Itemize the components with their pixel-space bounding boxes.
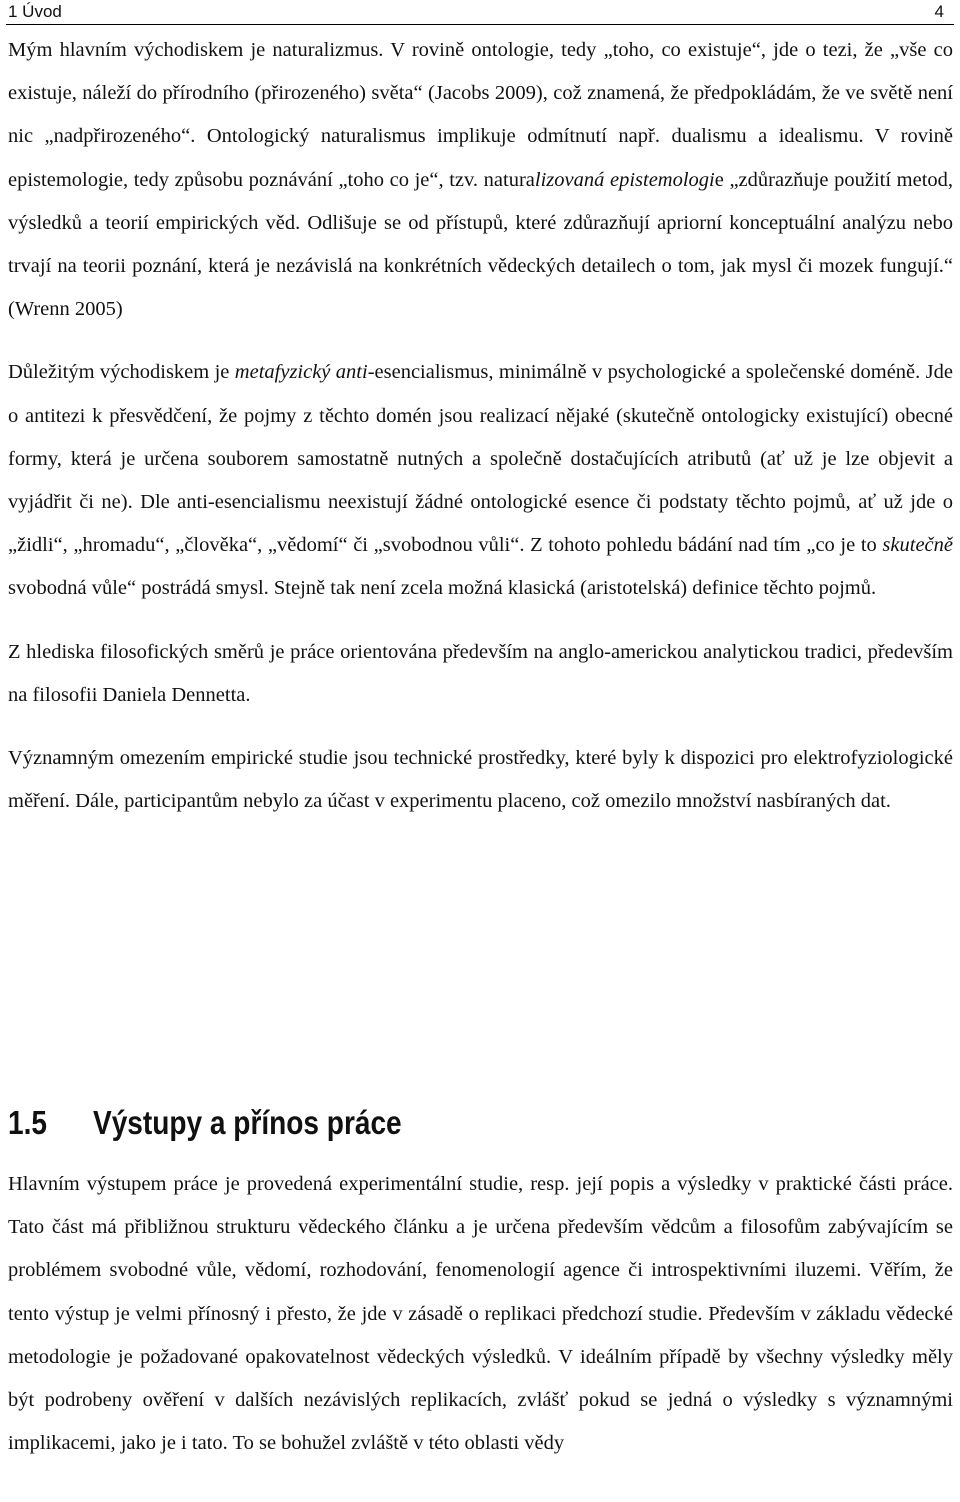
paragraph-tradition: Z hlediska filosofických směrů je práce orientována především na anglo-americkou analytickou tradici, především na filosofii Daniela Dennetta.: [8, 640, 953, 706]
section-heading: [8, 1104, 402, 1142]
body-text-top: [8, 29, 953, 823]
paragraph-outputs: Hlavním výstupem práce je provedená experimentální studie, resp. její popis a výsledky v praktické části práce. Tato část má přibližnou strukturu vědeckého článku a je určena především vědcům a filosofům zabývajícím se problémem svobodné vůle, vědomí, rozhodování, fenomenologií agence či introspektivními iluzemi. Věřím, že tento výstup je velmi přínosný i přesto, že jde v zásadě o replikaci předchozí studie. Především v základu vědecké metodologie je požadované opakovatelnost vědeckých výsledků. V ideálním případě by všechny výsledky měly být podrobeny ověření v dalších nezávislých replikacích, zvlášť pokud se jedná o výsledky s významnými implikacemi, jako je i tato. To se bohužel zvláště v této oblasti vědy: [8, 1173, 953, 1455]
paragraph-naturalism: Mým hlavním východiskem je naturalizmus. V rovině ontologie, tedy „toho, co existuje“, jde o tezi, že „vše co existuje, náleží do přírodního (přirozeného) světa“ (Jacobs 2009), což znamená, že předpokládám, že ve světě není nic „nadpřirozeného“. Ontologický naturalismus implikuje odmítnutí např. dualismu a idealismu. V rovině epistemologie, tedy způsobu poznávání „toho co je“, tzv. naturalizovaná epistemologie „zdůrazňuje použití metod, výsledků a teorií empirických věd. Odlišuje se od přístupů, které zdůrazňují apriorní konceptuální analýzu nebo trvají na teorii poznání, která je nezávislá na konkrétních vědeckých detailech o tom, jak mysl či mozek fungují.“ (Wrenn 2005): [8, 39, 954, 321]
paragraph-anti-essentialism: Důležitým východiskem je metafyzický anti-esencialismus, minimálně v psychologické a společenské doméně. Jde o antitezi k přesvědčení, že pojmy z těchto domén jsou realizací nějaké (skutečně ontologicky existující) obecné formy, která je určena souborem samostatně nutných a společně dostačujících atributů (ať už je lze objevit a vyjádřit či ne). Dle anti-esencialismu neexistují žádné ontologické esence či podstaty těchto pojmů, ať už jde o „židli“, „hromadu“, „člověka“, „vědomí“ či „svobodnou vůli“. Z tohoto pohledu bádání nad tím „co je to skutečně svobodná vůle“ postrádá smysl. Stejně tak není zcela možná klasická (aristotelská) definice těchto pojmů.: [8, 361, 953, 600]
paragraph-limitations: Významným omezením empirické studie jsou technické prostředky, které byly k dispozici pro elektrofyziologické měření. Dále, participantům nebylo za účast v experimentu placeno, což omezilo množství nasbíraných dat.: [8, 747, 953, 813]
body-text-bottom: [8, 1163, 953, 1465]
running-header: [6, 0, 954, 25]
chapter-label: 1 Úvod: [8, 2, 62, 21]
section-title: Výstupy a přínos práce: [93, 1104, 402, 1141]
section-number: 1.5: [8, 1104, 47, 1141]
page-number: 4: [934, 2, 944, 21]
